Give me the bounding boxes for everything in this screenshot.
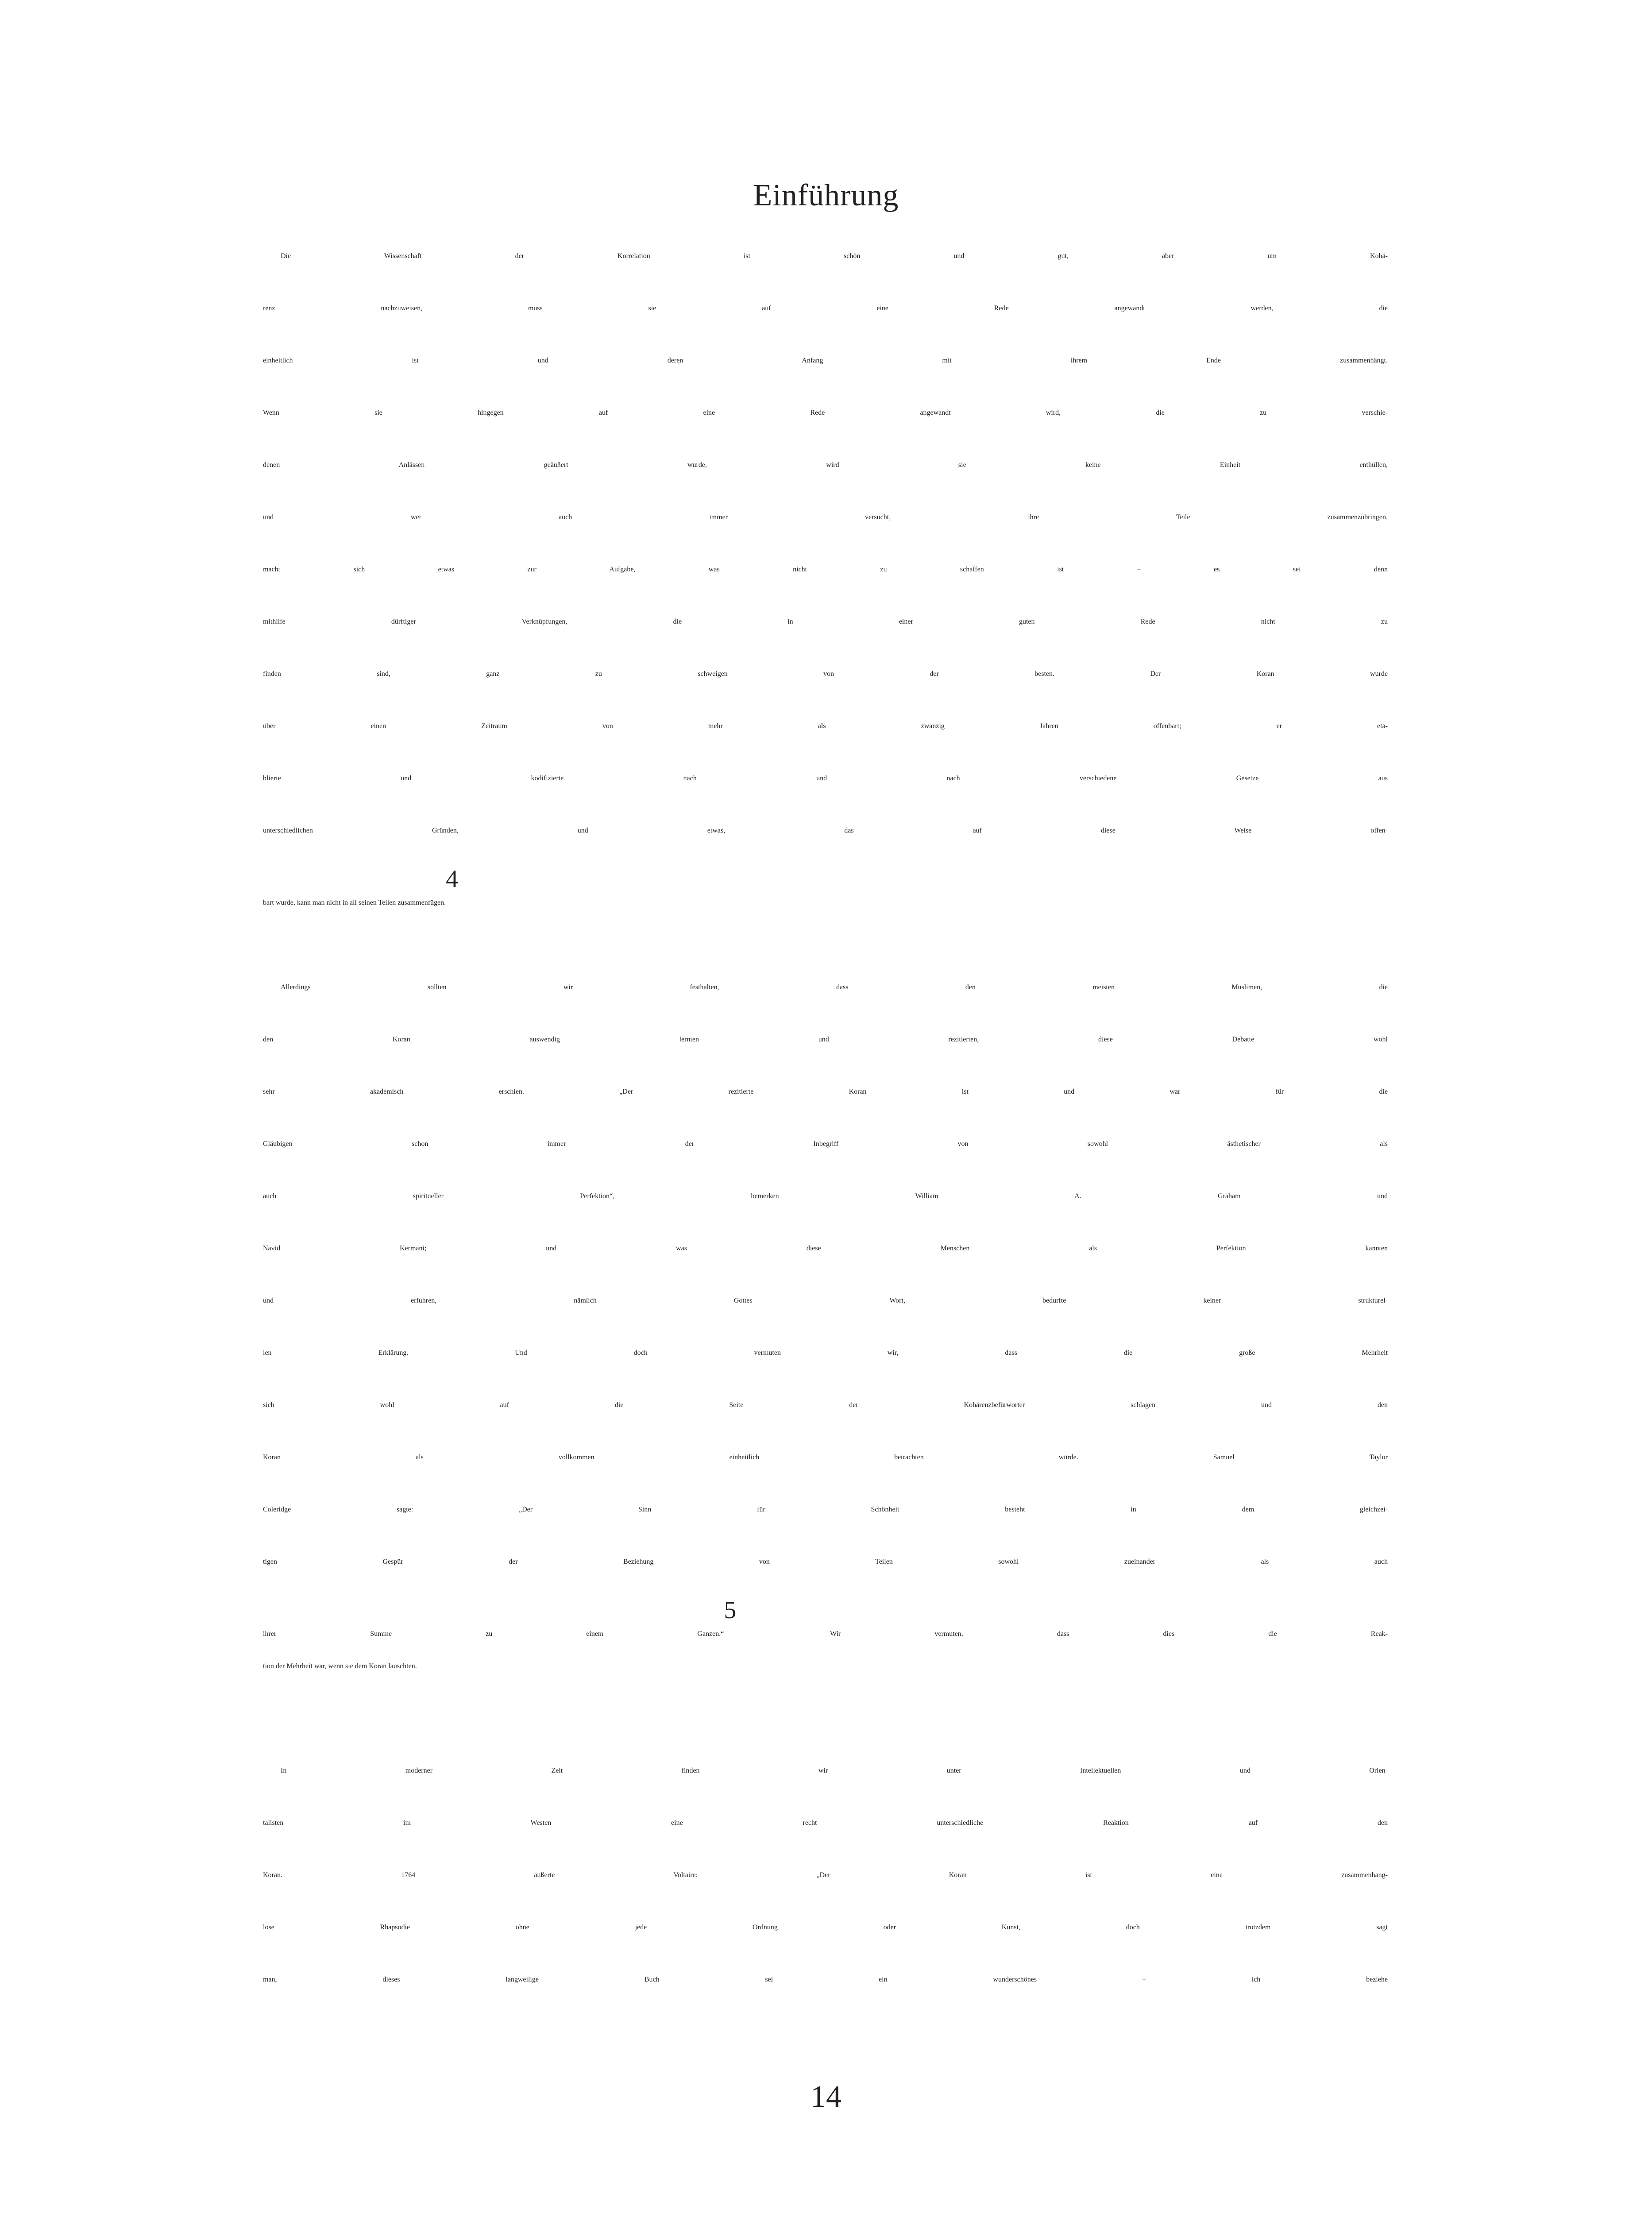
paragraph-2 (263, 983, 1388, 1715)
text-line: tigen Gespür der Beziehung von Teilen sowohl zueinander als auch (263, 1558, 1388, 1565)
text-line: Wenn sie hingegen auf eine Rede angewandt wird, die zu verschie- (263, 409, 1388, 416)
text-line: unterschiedlichen Gründen, und etwas, das auf diese Weise offen- (263, 827, 1388, 834)
text-line: tion der Mehrheit war, wenn sie dem Koran lauschten. (263, 1662, 417, 1670)
text-line: Gläubigen schon immer der Inbegriff von sowohl ästhetischer als (263, 1140, 1388, 1148)
text-line: Coleridge sagte: „Der Sinn für Schönheit besteht in dem gleichzei- (263, 1506, 1388, 1513)
text-line: Koran. 1764 äußerte Voltaire: „Der Koran ist eine zusammenhang- (263, 1871, 1388, 1879)
paragraph-1 (263, 252, 1388, 931)
text-line: man, dieses langweilige Buch sei ein wunderschönes – ich beziehe (263, 1976, 1388, 1983)
text-fragment: ihrer Summe zu einem Ganzen.“ (263, 1630, 724, 1638)
body-text (263, 252, 1388, 2028)
paragraph-spacer (263, 1715, 1388, 1767)
text-line: Navid Kermani; und was diese Menschen als Perfektion kannten (263, 1245, 1388, 1252)
text-line: macht sich etwas zur Aufgabe, was nicht zu schaffen ist – es sei denn (263, 566, 1388, 573)
text-line: denen Anlässen geäußert wurde, wird sie keine Einheit enthüllen, (263, 461, 1388, 469)
text-line: und wer auch immer versucht, ihre Teile zusammenzubringen, (263, 513, 1388, 521)
text-line: len Erklärung. Und doch vermuten wir, dass die große Mehrheit (263, 1349, 1388, 1357)
text-line: finden sind, ganz zu schweigen von der besten. Der Koran wurde (263, 670, 1388, 678)
paragraph-spacer (263, 931, 1388, 983)
paragraph-3 (263, 1767, 1388, 2028)
text-line: sich wohl auf die Seite der Kohärenzbefürworter schlagen und den (263, 1401, 1388, 1409)
footnote-marker: 4 (446, 865, 459, 893)
text-line: auch spiritueller Perfektion“, bemerken William A. Graham und (263, 1192, 1388, 1200)
text-line: über einen Zeitraum von mehr als zwanzig Jahren offenbart; er eta- (263, 722, 1388, 730)
text-line: einheitlich ist und deren Anfang mit ihrem Ende zusammenhängt. (263, 357, 1388, 364)
text-line: lose Rhapsodie ohne jede Ordnung oder Kunst, doch trotzdem sagt (263, 1924, 1388, 1931)
text-line: renz nachzuweisen, muss sie auf eine Rede angewandt werden, die (263, 305, 1388, 312)
text-line (263, 1596, 1388, 1662)
text-fragment: bart wurde, kann man nicht in all seinen Teilen zusammenfügen. (263, 899, 446, 906)
text-line: den Koran auswendig lernten und rezitierten, diese Debatte wohl (263, 1036, 1388, 1043)
text-line (263, 865, 1388, 931)
text-line: In moderner Zeit finden wir unter Intellektuellen und Orien- (281, 1767, 1388, 1774)
text-line: sehr akademisch erschien. „Der rezitierte Koran ist und war für die (263, 1088, 1388, 1095)
text-line: Die Wissenschaft der Korrelation ist schön und gut, aber um Kohä- (281, 252, 1388, 260)
text-line: Allerdings sollten wir festhalten, dass den meisten Muslimen, die (281, 983, 1388, 991)
footnote-marker: 5 (724, 1596, 737, 1624)
running-head: Einführung (753, 178, 899, 212)
text-line: talisten im Westen eine recht unterschiedliche Reaktion auf den (263, 1819, 1388, 1827)
text-line: Koran als vollkommen einheitlich betrachten würde. Samuel Taylor (263, 1453, 1388, 1461)
text-line: blierte und kodifizierte nach und nach verschiedene Gesetze aus (263, 775, 1388, 782)
text-fragment: Wir vermuten, dass dies die Reak- (736, 1630, 1388, 1638)
page-number: 14 (811, 2080, 841, 2114)
text-line: mithilfe dürftiger Verknüpfungen, die in einer guten Rede nicht zu (263, 618, 1388, 625)
text-line: und erfuhren, nämlich Gottes Wort, bedurfte keiner strukturel- (263, 1297, 1388, 1304)
